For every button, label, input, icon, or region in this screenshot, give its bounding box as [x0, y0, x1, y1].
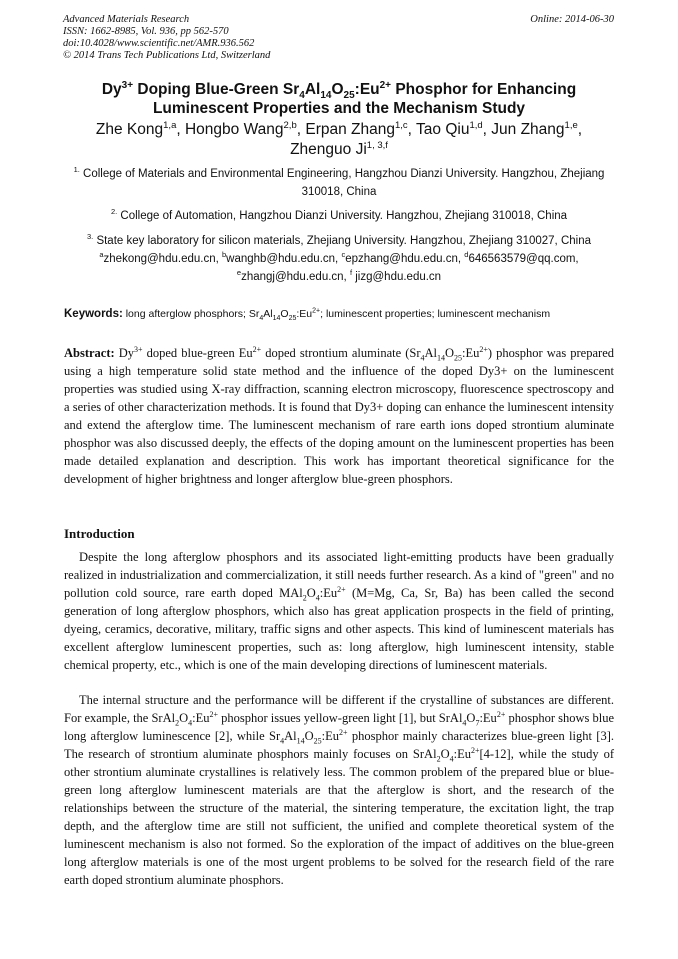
abstract — [64, 344, 614, 488]
email-mark: f — [349, 268, 353, 278]
title-part: :Eu — [354, 81, 380, 98]
email-mark: e — [236, 268, 242, 278]
author-sep: , — [407, 121, 417, 138]
title-part: Phosphor for Enhancing — [391, 81, 577, 98]
paragraph-text: O — [179, 711, 189, 725]
paragraph-text: Al — [284, 729, 297, 743]
paragraph-sub: 4 — [315, 593, 320, 603]
email-mark: c — [341, 250, 346, 260]
paragraph-sup: 2+ — [339, 727, 348, 737]
affil-text: College of Automation, Hangzhou Dianzi University. Hangzhou, Zhejiang 310018, China — [117, 210, 568, 222]
paragraph-sub: 14 — [296, 736, 305, 746]
paragraph-text: [4-12], while the study of other strontium aluminate crystallines is relatively less. The common problem of the prepared blue or blue-green long afterglow luminescent materials are that the afterglow is short, and the research of the relationships between the structure of the material, the sintering temperature, the excitation light, the trap depth, and the afterglow time are still not sufficient, the unified and complete theoretical system of the luminescent mechanism is also not formed. So the exploration of the impact of additives on the blue-green long afterglow materials is one of the most urgent problems to be solved for the research field of the rare earth doped strontium aluminate phosphors. — [64, 747, 614, 887]
abstract-text: Al — [424, 346, 438, 360]
author-name: Tao Qiu — [416, 121, 470, 138]
author-affil-mark: 1,c — [394, 119, 408, 131]
author-affil-mark: 1,d — [469, 119, 483, 131]
keyword-text: long afterglow phosphors; Sr — [122, 308, 260, 320]
keyword-sub: 14 — [272, 315, 281, 323]
author-affil-mark: 1, 3,f — [366, 139, 388, 151]
paragraph-text: :Eu — [453, 747, 471, 761]
abstract-label: Abstract: — [64, 346, 115, 360]
author-affil-mark: 1,a — [163, 119, 177, 131]
abstract-text: doped strontium aluminate (Sr — [261, 346, 421, 360]
author-sep: , — [577, 121, 583, 138]
keyword-sup: 2+ — [312, 307, 321, 315]
paragraph-text: Despite the long afterglow phosphors and its associated light-emitting products have been gradually realized in industrialization and commercialization, it still needs further research. As a kind of "green" and no pollution cold source, rare earth doped MAl — [64, 550, 614, 600]
author-name: Erpan Zhang — [305, 121, 395, 138]
paragraph-text: O — [466, 711, 476, 725]
paragraph-text: phosphor shows blue long afterglow luminescence [2], while Sr — [64, 711, 615, 743]
paragraph-sub: 25 — [313, 736, 322, 746]
author-name: Hongbo Wang — [184, 121, 284, 138]
paragraph-sub: 7 — [475, 718, 480, 728]
paragraph-text: O — [306, 586, 316, 600]
author-sep: , — [176, 121, 185, 138]
issn-line: ISSN: 1662-8985, Vol. 936, pp 562-570 — [63, 26, 229, 37]
affil-number: 3. — [86, 232, 94, 242]
title-sub: 25 — [343, 90, 355, 102]
email-address: epzhang@hdu.edu.cn, — [345, 253, 465, 265]
affiliation-1 — [60, 165, 618, 201]
paragraph-text: (M=Mg, Ca, Sr, Ba) has been called the second generation of long afterglow phosphors, which also has great application prospects in the field of printing, dyeing, ceramics, decorative, military, traffic signs and other aspects. This kind of luminescent materials has excellent afterglow luminescent properties, such as: long afterglow, high luminescent intensity, stable chemical property, etc., which is one of the main developing directions of luminescent materials. — [64, 586, 614, 672]
keyword-text: Al — [263, 308, 273, 320]
paragraph-text: :Eu — [321, 729, 340, 743]
abstract-text: ) phosphor was prepared using a high temperature solid state method and the influence of the doped Dy3+ on the luminescent properties was studied using X-ray diffraction, scanning electron microscopy, fluorescence spectroscopy and a series of other characterization methods. It is found that Dy3+ doping can enhance the luminescent intensity and extend the afterglow time. The luminescent mechanism of rare earth ions doped strontium aluminate phosphor was also discussed deeply, the effects of the doping amount on the luminescent properties has been made detailed explanation and description. This work has important theoretical significance for the development of higher brightness and longer afterglow blue-green phosphors. — [64, 346, 614, 486]
affil-text: College of Materials and Environmental Engineering, Hangzhou Dianzi University. Hangzhou, Zhejiang 310018, China — [79, 168, 605, 198]
paragraph-sup: 2+ — [470, 745, 480, 755]
paragraph-text: :Eu — [319, 586, 338, 600]
section-heading-introduction: Introduction — [64, 526, 135, 541]
title-sub: 4 — [299, 90, 305, 102]
journal-header — [63, 14, 270, 62]
email-address: 646563579@qq.com, — [468, 253, 579, 265]
paragraph-sub: 4 — [280, 736, 285, 746]
doi-line: doi:10.4028/www.scientific.net/AMR.936.562 — [63, 38, 255, 49]
abstract-text: Dy — [114, 346, 135, 360]
intro-paragraph-2 — [64, 691, 614, 889]
paragraph-text: The internal structure and the performance will be different if the crystalline of substances are different. For example, the SrAl — [64, 693, 614, 725]
paragraph-sub: 2 — [302, 593, 307, 603]
journal-name: Advanced Materials Research — [63, 14, 190, 25]
paper-title — [40, 80, 638, 118]
intro-paragraph-1 — [64, 548, 614, 674]
title-line-2: Luminescent Properties and the Mechanism Study — [152, 100, 526, 117]
title-sub: 14 — [320, 90, 332, 102]
paragraph-sup: 2+ — [209, 709, 218, 719]
abstract-text: :Eu — [462, 346, 480, 360]
paragraph-sub: 4 — [449, 754, 454, 764]
abstract-sup: 2+ — [479, 344, 488, 354]
paragraph-text: O — [304, 729, 314, 743]
paragraph-text: :Eu — [479, 711, 497, 725]
affil-number: 2. — [110, 207, 118, 217]
keyword-text: O — [280, 308, 289, 320]
title-part: Doping Blue-Green Sr — [133, 81, 300, 98]
email-mark: b — [222, 250, 227, 260]
keyword-sub: 4 — [259, 315, 264, 323]
title-part: Dy — [101, 81, 122, 98]
email-address: zhekong@hdu.edu.cn, — [103, 253, 222, 265]
online-date: Online: 2014-06-30 — [530, 14, 614, 25]
affil-text: State key laboratory for silicon materials, Zhejiang University. Hangzhou, Zhejiang 310027, China — [93, 235, 591, 247]
author-list — [40, 120, 638, 160]
paragraph-sup: 2+ — [496, 709, 506, 719]
author-sep: , — [296, 121, 306, 138]
paragraph-text: O — [440, 747, 450, 761]
email-address: jizg@hdu.edu.cn — [352, 271, 442, 283]
affiliation-3 — [50, 232, 628, 286]
author-name: Jun Zhang — [491, 121, 565, 138]
paragraph-text: phosphor issues yellow-green light [1], but SrAl — [218, 711, 463, 725]
email-mark: a — [99, 250, 104, 260]
keyword-text: :Eu — [296, 308, 313, 320]
paragraph-sub: 4 — [188, 718, 193, 728]
affil-number: 1. — [73, 165, 80, 175]
title-sup: 2+ — [379, 79, 392, 91]
abstract-sub: 25 — [454, 353, 463, 363]
keyword-sub: 25 — [288, 315, 297, 323]
abstract-text: O — [445, 346, 455, 360]
author-name: Zhe Kong — [95, 121, 164, 138]
title-part: Al — [304, 81, 321, 98]
title-sup: 3+ — [121, 79, 134, 91]
paragraph-sub: 4 — [462, 718, 467, 728]
author-affil-mark: 1,e — [564, 119, 578, 131]
abstract-sup: 3+ — [134, 344, 143, 354]
paragraph-text: phosphor mainly characterizes blue-green light [3]. The research of strontium aluminate phosphors mainly focuses on SrAl — [64, 729, 614, 761]
email-mark: d — [464, 250, 469, 260]
author-name: Zhenguo Ji — [290, 141, 367, 158]
keywords-label: Keywords: — [64, 308, 123, 320]
email-address: wanghb@hdu.edu.cn, — [226, 253, 342, 265]
abstract-text: doped blue-green Eu — [142, 346, 253, 360]
author-sep: , — [482, 121, 492, 138]
paragraph-sub: 2 — [436, 754, 441, 764]
paragraph-sub: 2 — [175, 718, 180, 728]
abstract-sup: 2+ — [252, 344, 262, 354]
keyword-text: ; luminescent properties; luminescent mechanism — [320, 308, 551, 320]
title-part: O — [331, 81, 344, 98]
email-address: zhangj@hdu.edu.cn, — [241, 271, 350, 283]
author-affil-mark: 2,b — [283, 119, 297, 131]
keywords — [64, 306, 616, 322]
abstract-sub: 14 — [437, 353, 446, 363]
affiliation-2 — [60, 207, 618, 225]
paragraph-text: :Eu — [192, 711, 210, 725]
paragraph-sup: 2+ — [337, 584, 346, 594]
copyright-line: © 2014 Trans Tech Publications Ltd, Switzerland — [63, 50, 271, 61]
abstract-sub: 4 — [420, 353, 425, 363]
